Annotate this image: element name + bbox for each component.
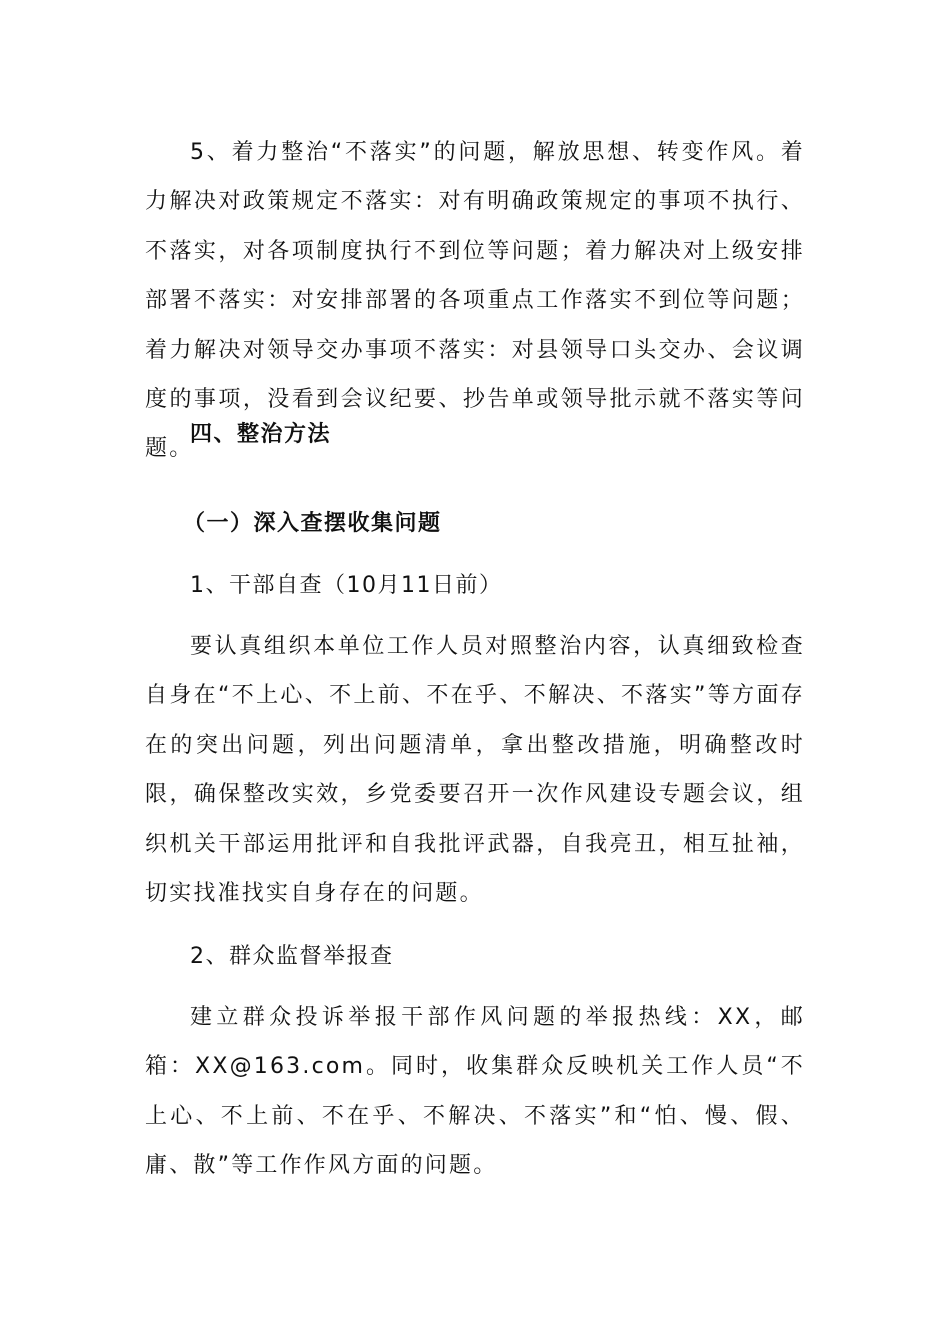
item-title-public-report: 2、群众监督举报查 xyxy=(190,944,394,969)
paragraph-self-check: 要认真组织本单位工作人员对照整治内容，认真细致检查自身在“不上心、不上前、不在乎、不解决、不落实”等方面存在的突出问题，列出问题清单，拿出整改措施，明确整改时限，确保整改实效，乡党委要召开一次作风建设专题会议，组织机关干部运用批评和自我批评武器，自我亮丑，相互扯袖，切实找准找实自身存在的问题。 xyxy=(145,634,805,907)
item-title-self-check: 1、干部自查（10月11日前） xyxy=(190,573,503,598)
paragraph-item-5: 5、着力整治“不落实”的问题，解放思想、转变作风。着力解决对政策规定不落实：对有明确政策规定的事项不执行、不落实，对各项制度执行不到位等问题；着力解决对上级安排部署不落实：对安排部署的各项重点工作落实不到位等问题；着力解决对领导交办事项不落实：对县领导口头交办、会议调度的事项，没看到会议纪要、抄告单或领导批示就不落实等问题。 xyxy=(145,140,805,462)
subsection-heading-investigate: （一）深入查摆收集问题 xyxy=(183,511,442,536)
section-heading-methods: 四、整治方法 xyxy=(190,422,332,447)
paragraph-public-report: 建立群众投诉举报干部作风问题的举报热线：XX，邮箱：XX@163.com。同时，收集群众反映机关工作人员“不上心、不上前、不在乎、不解决、不落实”和“怕、慢、假、庸、散”等工作作风方面的问题。 xyxy=(145,1005,805,1179)
